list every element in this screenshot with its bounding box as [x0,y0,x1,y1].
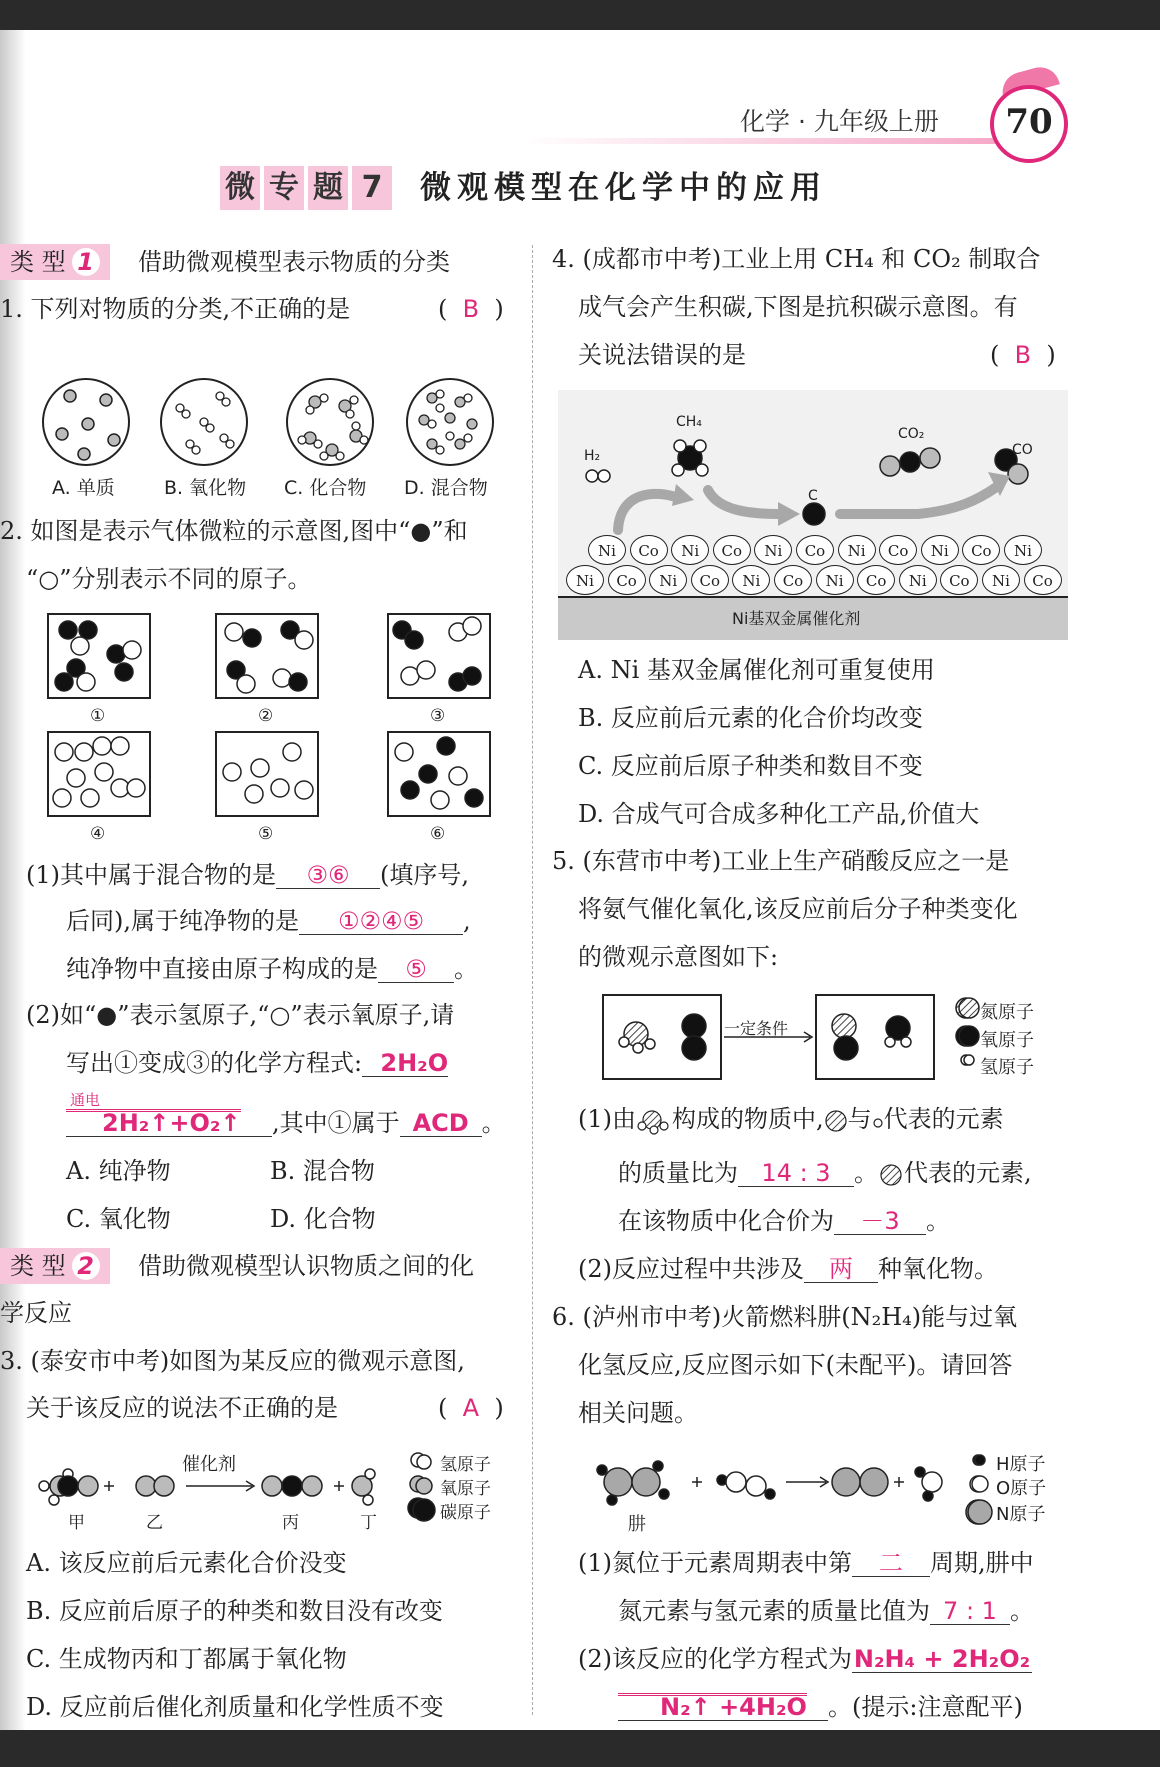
ni-atom: Ni [1004,535,1042,565]
q2-option-c: C. 氧化物 [66,1205,171,1233]
q3-option-d: D. 反应前后催化剂质量和化学性质不变 [26,1693,444,1721]
q2-box-label-4: ④ [90,824,106,844]
q5-part1-line1 [578,1104,1004,1134]
q2-answer-classification: ACD [400,1110,482,1137]
page-number: 70 [990,85,1068,163]
q1-stem: 1. 下列对物质的分类,不正确的是 [0,295,351,323]
q2-part1-line2 [66,906,471,936]
textbook-page [0,30,1160,1730]
q4-atom-row-top [588,535,1046,565]
text: 的质量比为 [618,1159,738,1187]
text: 。 [454,955,478,983]
paren: ( [438,1394,448,1422]
q2-box-label-2: ② [258,706,274,726]
co-atom: Co [962,535,1000,565]
text: (1)其中属于混合物的是 [26,861,276,889]
q2-part2-line3 [66,1091,506,1138]
q3-stem-line1: 3. (泰安市中考)如图为某反应的微观示意图, [0,1347,465,1375]
q6-answer-mass-ratio: 7 : 1 [930,1598,1010,1625]
ni-atom: Ni [921,535,959,565]
page-title: 微观模型在化学中的应用 [420,170,827,206]
q6-legend-o: O原子 [996,1478,1047,1499]
text: 后同),属于纯净物的是 [66,907,299,935]
q2-stem-line2: “○”分别表示不同的原子。 [26,565,312,593]
q6-part2-line1 [578,1644,1032,1674]
q2-option-d: D. 化合物 [270,1205,376,1233]
q5-answer-valence: －3 [834,1208,926,1235]
ni-atom: Ni [982,565,1020,595]
column-divider [532,245,533,1715]
q4-label-co: CO [1012,442,1033,458]
hydrogen-atom-icon [872,1109,884,1133]
q4-label-c: C [808,488,818,504]
type-number: 2 [72,1252,100,1280]
q6-equation-left: N₂H₄ + 2H₂O₂ [853,1645,1031,1673]
q2-box-label-1: ① [90,706,106,726]
q2-answer-atoms: ⑤ [378,956,454,983]
q5-answer-oxide-count: 两 [804,1256,878,1283]
q2-stem-line1: 2. 如图是表示气体微粒的示意图,图中“●”和 [0,517,468,545]
text: 周期,肼中 [930,1549,1034,1577]
text: ,其中①属于 [272,1109,400,1137]
q3-option-c: C. 生成物丙和丁都属于氧化物 [26,1645,347,1673]
header-subject: 化学 · 九年级上册 [740,107,939,136]
q6-answer-period: 二 [852,1550,930,1577]
text: (2)该反应的化学方程式为 [578,1645,852,1673]
q5-part1-line3 [618,1206,950,1236]
q1-answer-paren [438,294,504,324]
q6-stem-line1: 6. (泸州市中考)火箭燃料肼(N₂H₄)能与过氧 [552,1303,1018,1331]
q2-box-label-3: ③ [430,706,446,726]
q2-particle-boxes [46,612,506,842]
co-atom: Co [713,535,751,565]
q4-label-co2: CO₂ [898,426,925,442]
co-atom: Co [630,535,668,565]
q3-name-bing: 丙 [282,1513,299,1533]
q3-legend-c: 碳原子 [440,1503,491,1523]
q1-particle-diagrams [40,378,500,468]
topic-tag-char: 专 [264,166,304,210]
q2-part1-line3 [66,954,478,984]
nitrogen-atom-icon [878,1163,904,1187]
q6-legend-markers [966,1450,996,1530]
q5-stem-line2: 将氨气催化氧化,该反应前后分子种类变化 [578,895,1018,923]
q6-part1-line1 [578,1548,1034,1578]
text: 种氧化物。 [878,1255,998,1283]
q6-part2-line2 [618,1692,1023,1722]
topic-tag-char: 7 [352,166,392,210]
type2-title: 借助微观模型认识物质之间的化 [138,1252,474,1280]
q4-label-ch4: CH₄ [676,414,702,430]
q1-option-c: C. 化合物 [284,477,367,499]
ni-atom: Ni [838,535,876,565]
q3-option-a: A. 该反应前后元素化合价没变 [26,1549,347,1577]
ni-atom: Ni [588,535,626,565]
q3-name-ding: 丁 [360,1513,377,1533]
ni-atom: Ni [649,565,687,595]
q6-stem-line3: 相关问题。 [578,1399,698,1427]
q2-part1-line1 [26,860,469,890]
paren: ) [494,295,504,323]
paren: ( [990,341,1000,369]
nitrogen-atom-icon [824,1109,848,1133]
q4-atom-row-bottom [566,565,1065,595]
q4-anti-carbon-diagram [558,390,1068,640]
nh3-molecule-icon [636,1108,672,1134]
header-rule [520,138,1000,144]
ni-atom: Ni [671,535,709,565]
type1-title: 借助微观模型表示物质的分类 [138,248,450,276]
q5-answer-mass-ratio: 14 : 3 [738,1160,854,1187]
q3-legend-markers [410,1450,440,1530]
co-atom: Co [1024,565,1062,595]
type2-badge [0,1248,110,1284]
q3-name-jia: 甲 [68,1513,85,1533]
ni-atom: Ni [732,565,770,595]
text: 代表的元素 [883,1105,1004,1133]
co-atom: Co [691,565,729,595]
co-atom: Co [857,565,895,595]
text: 。 [481,1109,506,1137]
topic-tag [220,166,392,210]
q2-option-a: A. 纯净物 [66,1157,171,1185]
q5-legend-markers [956,994,982,1084]
q1-option-d: D. 混合物 [404,477,488,499]
paren: ) [1046,341,1056,369]
text: (填序号, [380,861,469,889]
page-fold-shadow [0,30,26,1730]
q2-answer-mixture: ③⑥ [276,862,380,889]
q2-equation-condition: 通电 [70,1091,101,1109]
type-label: 类 型 [10,248,66,276]
q5-stem-line1: 5. (东营市中考)工业上生产硝酸反应之一是 [552,847,1010,875]
q5-legend-o: 氧原子 [980,1030,1034,1051]
q6-equation-right: N₂↑ +4H₂O [618,1693,807,1718]
q4-label-h2: H₂ [584,448,601,464]
q6-stem-line2: 化氢反应,反应图示如下(未配平)。请回答 [578,1351,1013,1379]
q6-legend-h: H原子 [996,1454,1046,1475]
q1-answer: B [462,295,480,323]
text: 。 [926,1207,950,1235]
q3-option-b: B. 反应前后原子的种类和数目没有改变 [26,1597,443,1625]
text: 与 [847,1105,872,1133]
co-atom: Co [940,565,978,595]
q3-stem-line2: 关于该反应的说法不正确的是 [26,1394,338,1422]
text: 氮元素与氢元素的质量比值为 [618,1597,930,1625]
q4-option-a: A. Ni 基双金属催化剂可重复使用 [578,656,935,684]
q4-option-c: C. 反应前后原子种类和数目不变 [578,752,923,780]
text: 。(提示:注意配平) [828,1693,1023,1721]
q3-catalyst-label: 催化剂 [182,1454,236,1475]
type2-title-cont: 学反应 [0,1299,72,1327]
co-atom: Co [879,535,917,565]
type-number: 1 [72,248,100,276]
q3-legend-h: 氢原子 [440,1455,491,1475]
q2-part2-line1: (2)如“●”表示氢原子,“○”表示氧原子,请 [26,1001,455,1029]
q2-box-label-5: ⑤ [258,824,274,844]
q1-option-a: A. 单质 [52,477,115,499]
q3-answer: A [462,1394,480,1422]
q4-stem-line2: 成气会产生积碳,下图是抗积碳示意图。有 [578,293,1018,321]
q2-equation-right: 2H₂↑+O₂↑ [66,1109,241,1134]
q2-box-label-6: ⑥ [430,824,446,844]
text: 。 [854,1159,878,1187]
q4-answer: B [1014,341,1032,369]
text: 纯净物中直接由原子构成的是 [66,955,378,983]
q5-legend-h: 氢原子 [980,1057,1034,1078]
q2-equation-left: 2H₂O [362,1050,448,1077]
q6-hydrazine-label: 肼 [628,1514,646,1535]
q5-legend-n: 氮原子 [980,1002,1034,1023]
co-atom: Co [774,565,812,595]
text: 在该物质中化合价为 [618,1207,834,1235]
ni-atom: Ni [566,565,604,595]
q3-name-yi: 乙 [146,1513,163,1533]
q6-legend-n: N原子 [996,1504,1046,1525]
text: (2)反应过程中共涉及 [578,1255,804,1283]
topic-tag-char: 微 [220,166,260,210]
q4-stem-line1: 4. (成都市中考)工业上用 CH₄ 和 CO₂ 制取合 [552,245,1041,273]
q3-answer-paren [438,1393,504,1423]
co-atom: Co [608,565,646,595]
ni-atom: Ni [899,565,937,595]
text: 。 [1010,1597,1034,1625]
q4-answer-paren [990,340,1056,370]
q5-stem-line3: 的微观示意图如下: [578,943,779,971]
q4-stem-line3: 关说法错误的是 [578,341,746,369]
q6-part1-line2 [618,1596,1034,1626]
topic-tag-char: 题 [308,166,348,210]
text: 构成的物质中, [672,1105,824,1133]
text: (1)氮位于元素周期表中第 [578,1549,852,1577]
co-atom: Co [796,535,834,565]
q5-part1-line2 [618,1158,1032,1188]
ni-atom: Ni [754,535,792,565]
q2-part2-line2 [66,1048,448,1078]
type1-badge [0,244,110,280]
paren: ( [438,295,448,323]
q5-condition-label: 一定条件 [724,1019,789,1038]
text: 写出①变成③的化学方程式: [66,1049,363,1077]
q4-catalyst-base-label: Ni基双金属催化剂 [732,609,861,628]
type-label: 类 型 [10,1252,66,1280]
text: , [463,907,471,935]
text: 代表的元素, [904,1159,1032,1187]
q5-part2 [578,1254,998,1284]
q3-legend-o: 氧原子 [440,1479,491,1499]
ni-atom: Ni [816,565,854,595]
q4-option-b: B. 反应前后元素的化合价均改变 [578,704,923,732]
q2-answer-pure: ①②④⑤ [299,908,463,935]
paren: ) [494,1394,504,1422]
text: (1)由 [578,1105,636,1133]
q1-option-b: B. 氧化物 [164,477,247,499]
q4-option-d: D. 合成气可合成多种化工产品,价值大 [578,800,980,828]
q2-option-b: B. 混合物 [270,1157,375,1185]
